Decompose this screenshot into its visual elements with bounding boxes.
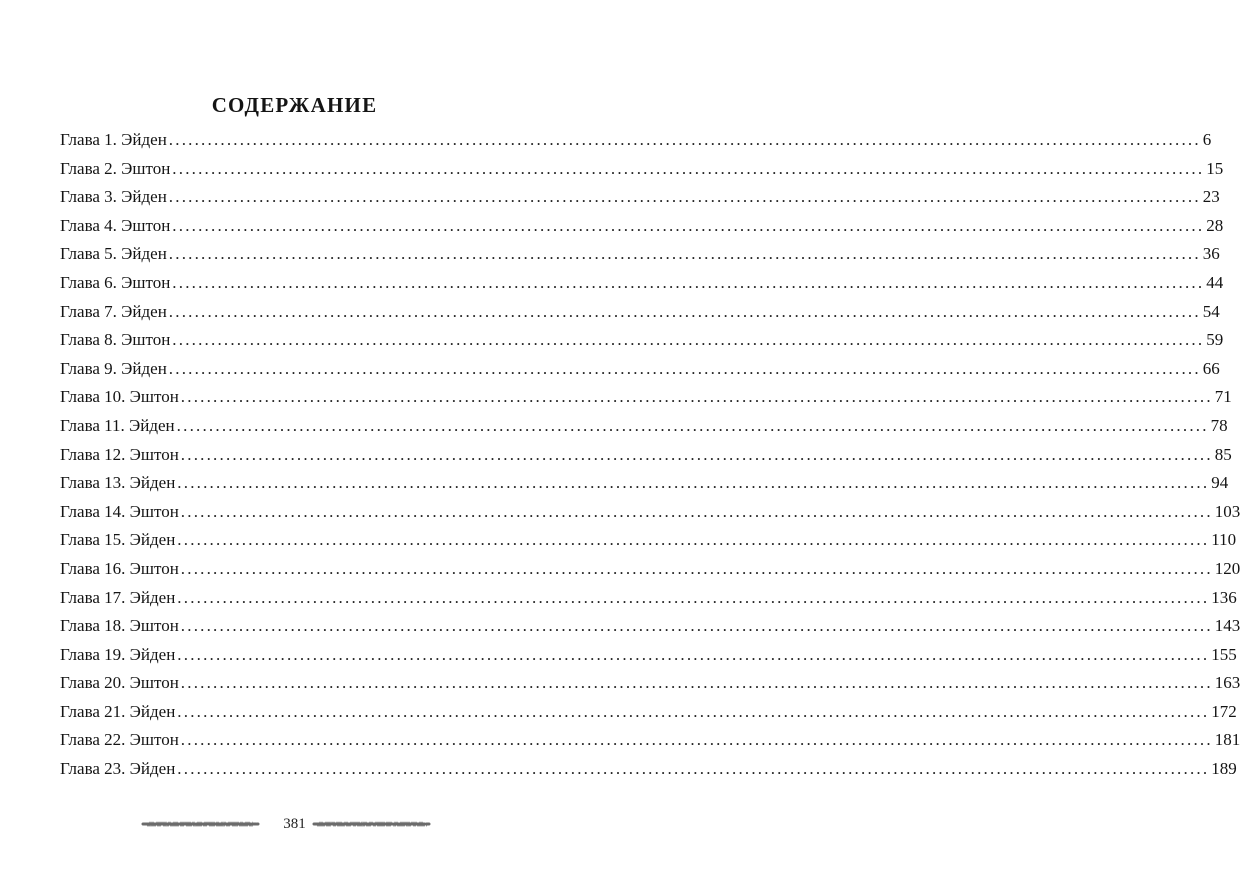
toc-entry [60,298,1220,327]
toc-entry-label: Глава 23. Эйден [60,759,176,779]
toc-entry-page-number: 78 [1210,415,1228,435]
toc-entry-label: Глава 20. Эштон [60,673,179,693]
toc-entry-label: Глава 7. Эйден [60,301,167,321]
dot-leader: ................................................................................................................................................................ [172,330,1205,350]
dot-leader: ................................................................................................................................................................ [180,673,1213,693]
toc-entry-page-number: 181 [1214,730,1240,750]
toc-entry [60,441,1232,470]
toc-entry [60,355,1220,384]
toc-entry-page-number: 172 [1211,701,1237,721]
toc-entry-page-number: 85 [1214,444,1232,464]
toc-entry-page-number: 54 [1202,301,1220,321]
toc-entry-page-number: 136 [1211,587,1237,607]
toc-entry-label: Глава 3. Эйден [60,187,167,207]
toc-entry-page-number: 103 [1214,501,1240,521]
dot-leader: ................................................................................................................................................................ [177,759,1210,779]
toc-entry-label: Глава 12. Эштон [60,444,179,464]
toc-entry [60,326,1224,355]
dot-leader: ................................................................................................................................................................ [177,530,1210,550]
toc-entry-page-number: 6 [1202,130,1212,149]
toc-entry [60,755,1237,784]
toc-entry-page-number: 59 [1206,330,1224,350]
toc-entry-page-number: 66 [1202,358,1220,378]
toc-entry [60,612,1240,641]
toc-entry-page-number: 23 [1202,187,1220,207]
toc-entry [60,155,1224,184]
toc-entry-page-number: 71 [1214,387,1232,407]
toc-entry-label: Глава 21. Эйден [60,701,176,721]
toc-entry-page-number: 155 [1211,644,1237,664]
page-number: 381 [283,816,306,832]
toc-entry-label: Глава 18. Эштон [60,616,179,636]
table-of-contents [60,126,1240,784]
contents-heading: СОДЕРЖАНИЕ [211,93,378,117]
dot-leader: ................................................................................................................................................................ [168,244,1201,264]
toc-entry-page-number: 110 [1211,530,1237,550]
dot-leader: ................................................................................................................................................................ [177,473,1210,493]
toc-entry-page-number: 44 [1206,272,1224,292]
toc-entry-label: Глава 22. Эштон [60,730,179,750]
dot-leader: ................................................................................................................................................................ [180,444,1213,464]
toc-entry-label: Глава 19. Эйден [60,644,176,664]
toc-entry-label: Глава 17. Эйден [60,587,176,607]
toc-entry-label: Глава 8. Эштон [60,330,171,350]
toc-entry-page-number: 120 [1214,558,1240,578]
toc-entry-label: Глава 9. Эйден [60,358,167,378]
toc-entry-page-number: 189 [1211,759,1237,779]
toc-entry-label: Глава 1. Эйден [60,130,167,149]
toc-entry-page-number: 15 [1206,158,1224,178]
dot-leader: ................................................................................................................................................................ [176,415,1209,435]
toc-entry [60,669,1240,698]
toc-entry [60,269,1224,298]
dot-leader: ................................................................................................................................................................ [177,644,1210,664]
toc-entry-page-number: 143 [1214,616,1240,636]
toc-entry [60,126,1212,155]
toc-entry [60,240,1220,269]
dot-leader: ................................................................................................................................................................ [172,215,1205,235]
toc-entry-label: Глава 14. Эштон [60,501,179,521]
toc-entry-label: Глава 2. Эштон [60,158,171,178]
toc-entry-label: Глава 13. Эйден [60,473,176,493]
toc-entry [60,526,1237,555]
dot-leader: ................................................................................................................................................................ [180,616,1213,636]
toc-entry [60,469,1229,498]
dot-leader: ................................................................................................................................................................ [168,358,1201,378]
toc-entry [60,183,1220,212]
toc-entry-page-number: 163 [1214,673,1240,693]
dot-leader: ................................................................................................................................................................ [168,187,1201,207]
dot-leader: ................................................................................................................................................................ [180,501,1213,521]
toc-entry [60,555,1240,584]
dot-leader: ................................................................................................................................................................ [180,730,1213,750]
toc-entry-label: Глава 15. Эйден [60,530,176,550]
toc-entry [60,383,1232,412]
toc-entry-page-number: 94 [1211,473,1229,493]
toc-entry-label: Глава 4. Эштон [60,215,171,235]
dot-leader: ................................................................................................................................................................ [168,130,1201,149]
toc-entry-label: Глава 6. Эштон [60,272,171,292]
dot-leader: ................................................................................................................................................................ [168,301,1201,321]
dot-leader: ................................................................................................................................................................ [172,272,1205,292]
dot-leader: ................................................................................................................................................................ [177,701,1210,721]
toc-entry [60,498,1240,527]
toc-entry [60,212,1224,241]
toc-entry [60,412,1228,441]
toc-entry [60,698,1237,727]
toc-entry-label: Глава 16. Эштон [60,558,179,578]
dot-leader: ................................................................................................................................................................ [172,158,1205,178]
right-ornament-rule [312,819,431,829]
toc-entry [60,584,1237,613]
toc-entry-label: Глава 5. Эйден [60,244,167,264]
toc-entry-page-number: 36 [1202,244,1220,264]
dot-leader: ................................................................................................................................................................ [180,387,1213,407]
toc-entry [60,726,1240,755]
toc-entry [60,641,1237,670]
dot-leader: ................................................................................................................................................................ [180,558,1213,578]
toc-entry-label: Глава 10. Эштон [60,387,179,407]
toc-entry-page-number: 28 [1206,215,1224,235]
page-footer [0,812,589,836]
toc-entry-label: Глава 11. Эйден [60,415,175,435]
dot-leader: ................................................................................................................................................................ [177,587,1210,607]
